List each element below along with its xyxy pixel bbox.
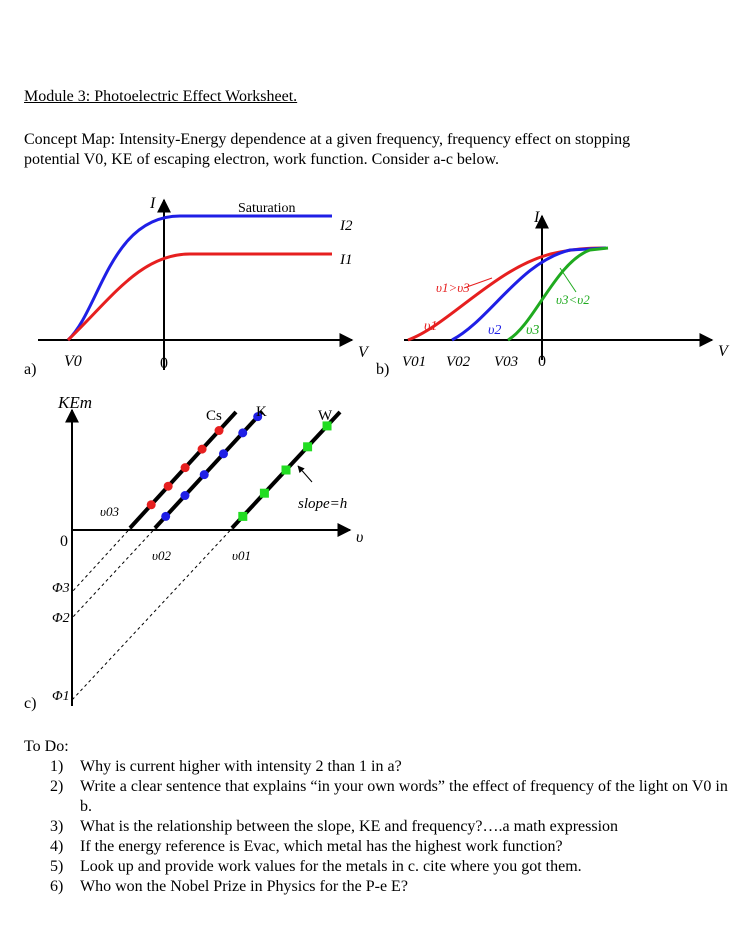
todo-item-text: Look up and provide work values for the metals in c. cite where you got them. [80, 858, 582, 875]
fig-c-panel-label: c) [24, 695, 37, 712]
fig-c-ext-cs [72, 522, 136, 592]
fig-c-point-k [219, 449, 228, 458]
fig-c-point-k [180, 491, 189, 500]
todo-item-number: 4) [50, 838, 64, 855]
fig-b-tick-v02: V02 [446, 354, 471, 370]
todo-item-number: 3) [50, 818, 64, 835]
todo-item [24, 777, 740, 817]
fig-a-curve-low [68, 254, 332, 340]
fig-c-point-cs [181, 463, 190, 472]
fig-c-threshold-u03: υ03 [100, 504, 119, 519]
fig-c-point-cs [147, 500, 156, 509]
fig-c-x-axis-label: υ [356, 529, 364, 546]
fig-a-tick-v0: V0 [64, 353, 82, 370]
fig-a-label-i1: I1 [340, 252, 353, 268]
todo-item-number: 5) [50, 858, 64, 875]
todo-item-text: Who won the Nobel Prize in Physics for the P-e E? [80, 878, 408, 895]
todo-item [24, 757, 740, 777]
todo-list [24, 757, 740, 897]
fig-c-metal-k: K [256, 404, 267, 420]
fig-c-point-k [161, 512, 170, 521]
worksheet-title: Module 3: Photoelectric Effect Worksheet. [24, 88, 298, 105]
fig-c-metal-cs: Cs [206, 408, 222, 424]
todo-item-text: If the energy reference is Evac, which metal has the highest work function? [80, 838, 563, 855]
fig-c-phi3: Φ3 [52, 581, 70, 596]
fig-a-label-i2: I2 [340, 218, 353, 234]
fig-a-tick-zero: 0 [160, 355, 168, 372]
todo-section [24, 737, 740, 897]
fig-a-curve-high [68, 216, 332, 340]
todo-item [24, 877, 740, 897]
fig-c-phi1: Φ1 [52, 689, 70, 704]
fig-c-point-w [238, 512, 247, 521]
fig-c-ext-k [72, 522, 161, 618]
fig-b-panel-label: b) [376, 361, 390, 378]
fig-a-x-axis-label: V [358, 344, 368, 361]
fig-c-point-cs [164, 482, 173, 491]
fig-c-threshold-u01: υ01 [232, 548, 251, 563]
fig-b-tick-v03: V03 [494, 354, 519, 370]
todo-item-number: 2) [50, 778, 64, 795]
fig-a-y-axis-label: I [150, 195, 156, 212]
fig-b-tick-zero: 0 [538, 353, 546, 370]
fig-b-label-u3: υ3 [526, 323, 540, 338]
fig-b-annotation-pointer-right [560, 268, 576, 292]
fig-b-annotation-right: υ3<υ2 [556, 292, 590, 307]
fig-b-tick-v01: V01 [402, 354, 427, 370]
fig-a-panel-label: a) [24, 361, 37, 378]
fig-c-point-cs [198, 445, 207, 454]
fig-c-origin-label: 0 [60, 533, 68, 550]
figure-c [24, 393, 363, 712]
fig-b-label-u2: υ2 [488, 323, 502, 338]
fig-b-y-axis-label: I [534, 209, 540, 226]
fig-c-threshold-u02: υ02 [152, 548, 171, 563]
fig-c-slope-pointer [298, 466, 312, 482]
todo-item-number: 1) [50, 758, 64, 775]
fig-c-phi2: Φ2 [52, 611, 70, 626]
fig-c-point-cs [215, 426, 224, 435]
fig-c-point-k [238, 428, 247, 437]
figure-b [376, 209, 730, 378]
intro-line-2: potential V0, KE of escaping electron, work function. Consider a-c below. [24, 151, 499, 168]
todo-item [24, 837, 740, 857]
fig-c-point-k [200, 470, 209, 479]
fig-c-slope-label: slope=h [298, 496, 348, 512]
figure-a [24, 195, 370, 378]
todo-item-text: Why is current higher with intensity 2 than 1 in a? [80, 758, 402, 775]
todo-item [24, 857, 740, 877]
todo-heading: To Do: [24, 738, 69, 755]
fig-b-x-axis-label: V [718, 343, 728, 360]
fig-b-label-u1: υ1 [424, 319, 438, 334]
fig-c-point-w [282, 466, 291, 475]
todo-item [24, 817, 740, 837]
fig-c-y-axis-label: KEm [58, 393, 92, 412]
fig-c-point-w [260, 489, 269, 498]
fig-a-saturation-label: Saturation [238, 201, 296, 216]
todo-item-text: What is the relationship between the slope, KE and frequency?….a math expression [80, 818, 619, 835]
fig-c-point-w [303, 442, 312, 451]
todo-item-number: 6) [50, 878, 64, 895]
fig-b-annotation-left: υ1>υ3 [436, 280, 470, 295]
intro-line-1: Concept Map: Intensity-Energy dependence at a given frequency, frequency effect on stopping [24, 131, 631, 148]
fig-c-metal-w: W [318, 408, 333, 424]
todo-item-text: Write a clear sentence that explains “in your own words” the effect of frequency of the light on V0 in b. [80, 778, 728, 815]
